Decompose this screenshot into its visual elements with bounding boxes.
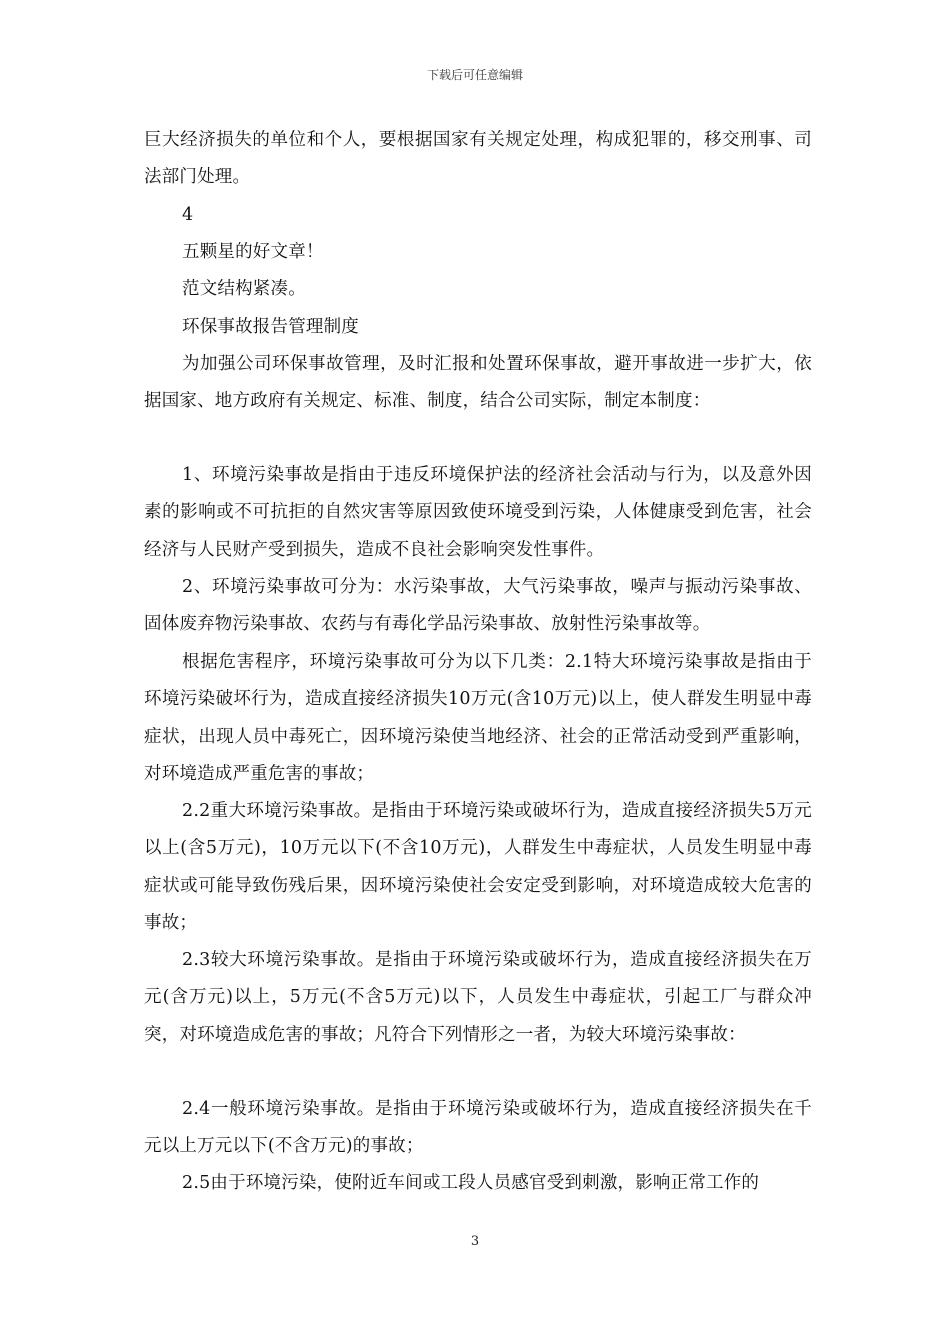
paragraph-13: 2.5由于环境污染，使附近车间或工段人员感官受到刺激，影响正常工作的 (182, 1173, 760, 1193)
paragraph-10: 2.2重大环境污染事故。是指由于环境污染或破坏行为，造成直接经济损失5万元以上(含5万元)，10万元以下(不含10万元)，人群发生中毒症状，人员发生明显中毒症状或可能导致伤残后果，因环境污染使社会安定受到影响，对环境造成较大危害的事故； (144, 801, 812, 933)
paragraph-9: 根据危害程序，环境污染事故可分为以下几类：2.1特大环境污染事故是指由于环境污染破坏行为，造成直接经济损失10万元(含10万元)以上，使人群发生明显中毒症状，出现人员中毒死亡，因环境污染使当地经济、社会的正常活动受到严重影响，对环境造成严重危害的事故； (144, 652, 812, 784)
page-number: 3 (470, 1234, 480, 1249)
paragraph-8: 2、环境污染事故可分为：水污染事故，大气污染事故，噪声与振动污染事故、固体废弃物污染事故、农药与有毒化学品污染事故、放射性污染事故等。 (144, 577, 812, 635)
paragraph-6: 为加强公司环保事故管理，及时汇报和处置环保事故，避开事故进一步扩大，依据国家、地方政府有关规定、标准、制度，结合公司实际，制定本制度： (144, 354, 812, 412)
paragraph-2: 4 (182, 205, 194, 225)
paragraph-7: 1、环境污染事故是指由于违反环境保护法的经济社会活动与行为，以及意外因素的影响或不可抗拒的自然灾害等原因致使环境受到污染，人体健康受到危害，社会经济与人民财产受到损失，造成不良社会影响突发性事件。 (144, 465, 812, 560)
paragraph-3: 五颗星的好文章！ (182, 242, 324, 262)
paragraph-12: 2.4一般环境污染事故。是指由于环境污染或破坏行为，造成直接经济损失在千元以上万元以下(不含万元)的事故； (144, 1099, 812, 1157)
paragraph-1: 巨大经济损失的单位和个人，要根据国家有关规定处理，构成犯罪的，移交刑事、司法部门处理。 (144, 130, 812, 188)
paragraph-4: 范文结构紧凑。 (182, 279, 306, 299)
paragraph-11: 2.3较大环境污染事故。是指由于环境污染或破坏行为，造成直接经济损失在万元(含万元)以上，5万元(不含5万元)以下，人员发生中毒症状，引起工厂与群众冲突，对环境造成危害的事故；凡符合下列情形之一者，为较大环境污染事故： (144, 950, 812, 1045)
paragraph-5: 环保事故报告管理制度 (182, 317, 359, 337)
page-header: 下载后可任意编辑 (426, 68, 523, 82)
